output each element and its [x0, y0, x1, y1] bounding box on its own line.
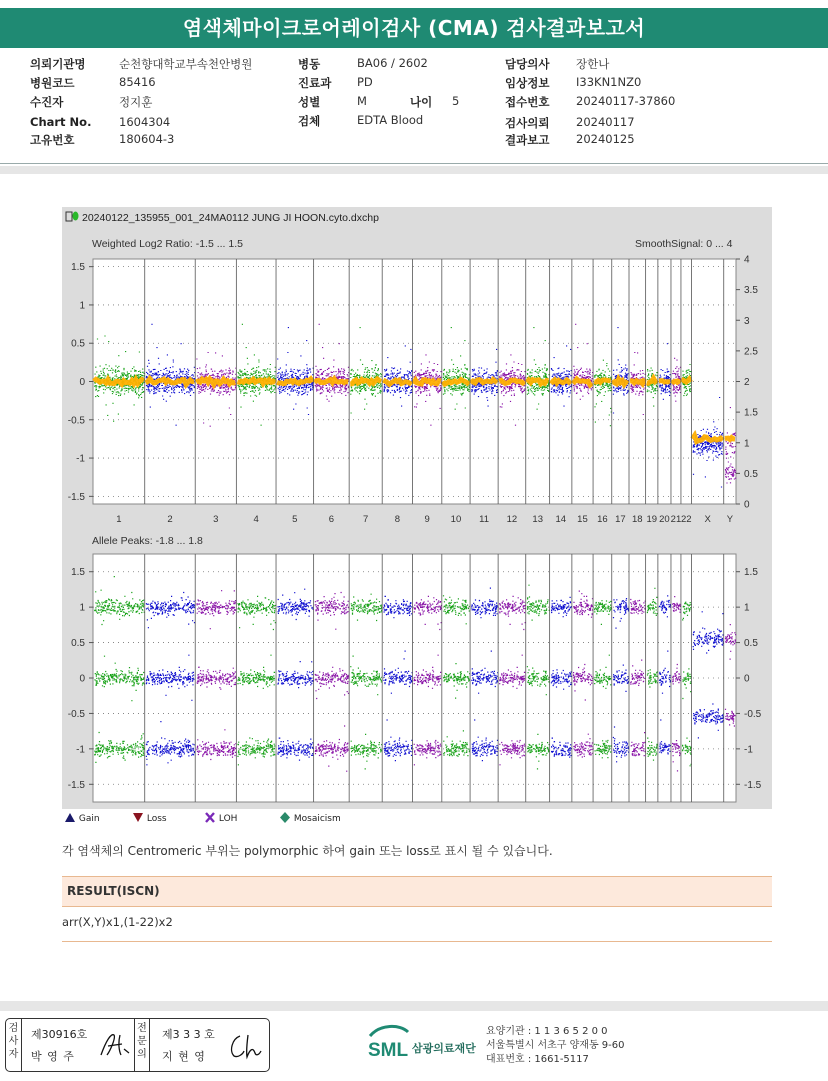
label-report-date: 결과보고: [505, 133, 550, 147]
chromosome-label-17: 17: [615, 514, 626, 525]
clinical-info: I33KN1NZ0: [576, 75, 642, 89]
bottom-panel-label: Allele Peaks: -1.8 ... 1.8: [92, 535, 203, 547]
bottom-left-tick-label: -1: [76, 744, 85, 756]
result-heading-bar: [62, 876, 772, 907]
chromosome-label-10: 10: [450, 514, 462, 525]
chromosome-label-11: 11: [479, 514, 490, 525]
legend-mosaicism: Mosaicism: [279, 812, 341, 824]
bottom-right-tick-label: -0.5: [744, 708, 762, 720]
tester-vertical-label: 검 사 자: [6, 1019, 22, 1071]
label-department: 진료과: [298, 76, 332, 90]
mosaicism-diamond-icon: [279, 812, 291, 823]
chromosome-label-4: 4: [253, 514, 259, 525]
gain-triangle-icon: [64, 812, 76, 823]
org-phone: 대표번호 : 1661-5117: [486, 1054, 589, 1065]
sml-logo-icon: [366, 1022, 484, 1062]
chromosome-label-7: 7: [363, 514, 369, 525]
chromosome-label-Y: Y: [726, 514, 734, 525]
top-left-tick-label: -1: [76, 453, 85, 465]
chart-no: 1604304: [119, 115, 171, 129]
chromosome-label-5: 5: [292, 514, 298, 525]
bottom-right-tick-label: 0.5: [744, 638, 758, 650]
org-name: 삼광의료재단: [412, 1042, 476, 1055]
org-address: 서울특별시 서초구 양재동 9-60: [486, 1040, 625, 1051]
legend-loss: Loss: [132, 812, 167, 824]
chromosome-20-smooth-signal: [659, 381, 670, 382]
bottom-left-tick-label: 0.5: [71, 638, 85, 650]
top-right-tick-label: 2: [744, 377, 750, 388]
chromosome-label-15: 15: [577, 514, 588, 525]
legend-loh: LOH: [204, 812, 237, 824]
bottom-left-tick-label: 1.5: [71, 567, 85, 579]
bottom-right-tick-label: 1.5: [744, 567, 758, 579]
report-date: 20240125: [576, 132, 635, 146]
chart-filename: 20240122_135955_001_24MA0112 JUNG JI HOON.cyto.dxchp: [82, 212, 379, 224]
centromere-note: 각 염색체의 Centromeric 부위는 polymorphic 하여 gain 또는 loss로 표시 될 수 있습니다.: [62, 844, 553, 858]
label-request-date: 검사의뢰: [505, 116, 550, 130]
receipt-no: 20240117-37860: [576, 94, 676, 108]
label-ward: 병동: [298, 57, 321, 71]
legend-gain: Gain: [64, 812, 100, 824]
chromosome-label-21: 21: [670, 514, 682, 525]
loss-triangle-icon: [132, 812, 144, 823]
chromosome-6-smooth-signal: [315, 379, 349, 383]
chromosome-label-14: 14: [555, 514, 567, 525]
chromosome-label-3: 3: [213, 514, 219, 525]
label-age: 나이: [410, 95, 433, 109]
label-patient-name: 수진자: [30, 95, 64, 109]
tester-signature: [98, 1029, 132, 1061]
bottom-right-tick-label: -1: [744, 744, 753, 756]
top-right-tick-label: 1.5: [744, 407, 758, 419]
org-info: [486, 1025, 625, 1067]
footer-band: [0, 1001, 828, 1011]
bottom-left-tick-label: -0.5: [67, 708, 85, 720]
unique-no: 180604-3: [119, 132, 175, 146]
chromosome-label-18: 18: [632, 514, 643, 525]
sml-logo-text: SML: [368, 1040, 409, 1061]
chromosome-4-smooth-signal: [237, 379, 275, 383]
specialist-vertical-label: 전 문 의: [134, 1019, 150, 1071]
top-right-tick-label: 2.5: [744, 346, 758, 358]
header-divider: [0, 163, 828, 164]
specialist-name: 지 현 영: [162, 1050, 206, 1063]
chromosome-11-smooth-signal: [471, 379, 497, 383]
chromosome-18-smooth-signal: [630, 379, 645, 384]
label-receipt-no: 접수번호: [505, 95, 550, 109]
top-right-tick-label: 4: [744, 254, 750, 266]
chromosome-9-smooth-signal: [414, 380, 441, 384]
chromosome-14-smooth-signal: [551, 380, 571, 383]
specialist-signature: [226, 1031, 266, 1061]
chromosome-16-smooth-signal: [594, 380, 611, 382]
chromosome-label-16: 16: [597, 514, 608, 525]
specialist-license-no: 제3 3 3 호: [162, 1028, 215, 1041]
chromosome-8-smooth-signal: [383, 380, 411, 385]
top-left-tick-label: 1.5: [71, 262, 85, 274]
patient-name: 정지훈: [119, 95, 153, 109]
top-panel-label: Weighted Log2 Ratio: -1.5 ... 1.5: [92, 238, 243, 250]
label-chart-no: Chart No.: [30, 115, 92, 129]
request-date: 20240117: [576, 115, 635, 129]
bottom-left-tick-label: 1: [79, 602, 85, 614]
label-sex: 성별: [298, 95, 321, 109]
top-right-tick-label: 1: [744, 438, 750, 450]
label-specimen: 검체: [298, 114, 321, 128]
chromosome-21-smooth-signal: [672, 380, 680, 384]
age: 5: [452, 94, 460, 108]
chromosome-13-smooth-signal: [527, 380, 549, 384]
bottom-right-tick-label: 0: [744, 673, 750, 685]
top-right-tick-label: 3: [744, 315, 750, 327]
sex: M: [357, 94, 367, 108]
tester-name: 박 영 주: [31, 1050, 75, 1063]
label-requesting-hospital: 의뢰기관명: [30, 57, 86, 71]
top-right-tick-label: 0.5: [744, 468, 758, 480]
chromosome-label-8: 8: [394, 514, 401, 525]
signature-box: [5, 1018, 270, 1072]
top-right-tick-label: 0: [744, 499, 750, 511]
chromosome-label-12: 12: [506, 514, 518, 525]
tester-license-no: 제30916호: [31, 1028, 88, 1041]
result-divider: [62, 941, 772, 942]
chromosome-12-smooth-signal: [499, 380, 525, 383]
chromosome-22-smooth-signal: [682, 379, 691, 382]
label-clinical-info: 임상정보: [505, 76, 550, 90]
top-right-tick-label: 3.5: [744, 285, 758, 297]
report-title: 염색체마이크로어레이검사 (CMA) 검사결과보고서: [0, 8, 828, 48]
chromosome-label-22: 22: [680, 514, 692, 525]
label-hospital-code: 병원코드: [30, 76, 75, 90]
top-left-tick-label: -1.5: [67, 491, 85, 503]
result-iscn: arr(X,Y)x1,(1-22)x2: [62, 915, 173, 929]
bottom-left-tick-label: -1.5: [67, 779, 85, 791]
org-code: 요양기관 : 1 1 3 6 5 2 0 0: [486, 1026, 608, 1037]
specimen: EDTA Blood: [357, 113, 424, 127]
chromosome-label-1: 1: [116, 514, 122, 525]
label-doctor: 담당의사: [505, 57, 550, 71]
green-marker-icon: [73, 212, 79, 221]
department: PD: [357, 75, 373, 89]
chromosome-10-smooth-signal: [443, 380, 469, 385]
bottom-right-tick-label: 1: [744, 602, 750, 614]
bottom-left-tick-label: 0: [79, 673, 85, 685]
chromosome-label-6: 6: [328, 514, 335, 525]
chromosome-label-2: 2: [167, 514, 173, 525]
label-unique-no: 고유번호: [30, 133, 75, 147]
header-band: [0, 166, 828, 174]
bottom-right-tick-label: -1.5: [744, 779, 762, 791]
chromosome-label-19: 19: [646, 514, 658, 525]
chromosome-3-smooth-signal: [196, 379, 235, 385]
cma-genome-plot: [62, 207, 772, 809]
chromosome-1-smooth-signal: [94, 379, 144, 384]
chromosome-Y-smooth-signal: [725, 438, 735, 440]
sml-logo: [366, 1022, 484, 1066]
top-left-tick-label: -0.5: [67, 415, 85, 427]
top-left-tick-label: 0: [79, 377, 85, 388]
chromosome-label-20: 20: [659, 514, 670, 525]
top-panel-right-label: SmoothSignal: 0 ... 4: [635, 238, 733, 250]
chromosome-label-9: 9: [424, 514, 430, 525]
doctor: 장한나: [576, 57, 610, 71]
top-left-tick-label: 0.5: [71, 338, 85, 350]
file-icon: [66, 212, 72, 221]
chromosome-17-smooth-signal: [613, 379, 628, 384]
chromosome-label-X: X: [704, 514, 711, 525]
ward: BA06 / 2602: [357, 56, 428, 70]
result-heading: RESULT(ISCN): [67, 884, 160, 898]
requesting-hospital: 순천향대학교부속천안병원: [119, 57, 253, 71]
loh-x-icon: [204, 812, 216, 823]
chromosome-label-13: 13: [532, 514, 543, 525]
top-left-tick-label: 1: [79, 300, 85, 312]
hospital-code: 85416: [119, 75, 156, 89]
